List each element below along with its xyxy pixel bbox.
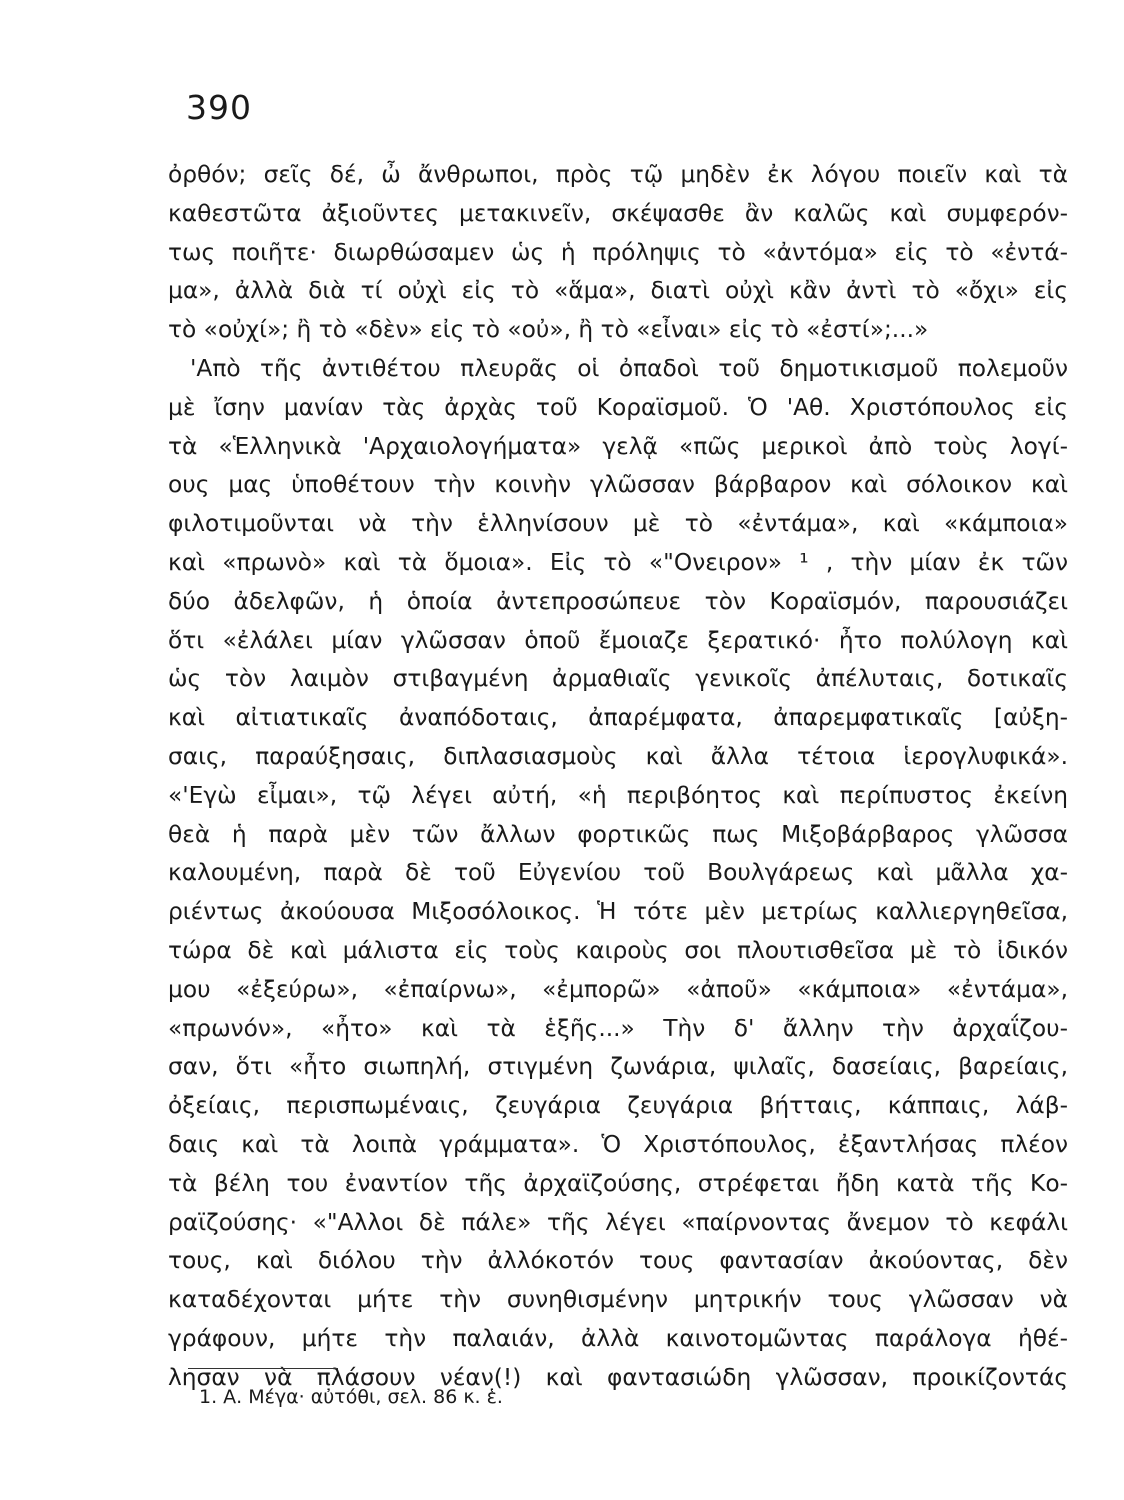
text-line: ραϊζούσης· «"Αλλοι δὲ πάλε» τῆς λέγει «παίρνοντας ἄνεμον τὸ κεφάλι [168, 1208, 1068, 1236]
text-line: ὡς τὸν λαιμὸν στιβαγμένη ἀρμαθιαῖς γενικοῖς ἀπέλυταις, δοτικαῖς [168, 665, 1068, 693]
text-line: τὰ «Ἑλληνικὰ 'Αρχαιολογήματα» γελᾷ «πῶς μερικοὶ ἀπὸ τοὺς λογί- [168, 432, 1068, 460]
text-line: σαις, παραύξησαις, διπλασιασμοὺς καὶ ἄλλα τέτοια ἱερογλυφικά». [168, 742, 1068, 770]
text-line: λησαν νὰ πλάσουν νέαν(!) καὶ φαντασιώδη γλῶσσαν, προικίζοντάς [168, 1363, 1068, 1391]
text-line: ὅτι «ἐλάλει μίαν γλῶσσαν ὁποῦ ἔμοιαζε ξερατικό· ἦτο πολύλογη καὶ [168, 626, 1068, 654]
text-line: καταδέχονται μήτε τὴν συνηθισμένην μητρικήν τους γλῶσσαν νὰ [168, 1286, 1068, 1314]
text-line: σαν, ὅτι «ἦτο σιωπηλή, στιγμένη ζωνάρια, ψιλαῖς, δασείαις, βαρείαις, [168, 1053, 1068, 1081]
footnote-divider [188, 1368, 338, 1369]
text-line: ους μας ὑποθέτουν τὴν κοινὴν γλῶσσαν βάρβαρον καὶ σόλοικον καὶ [168, 471, 1068, 499]
text-line: μὲ ἴσην μανίαν τὰς ἀρχὰς τοῦ Κοραϊσμοῦ. Ὁ 'Αθ. Χριστόπουλος εἰς [168, 393, 1068, 421]
text-line: καὶ «πρωνὸ» καὶ τὰ ὅμοια». Εἰς τὸ «"Ονειρον» ¹ , τὴν μίαν ἐκ τῶν [168, 548, 1068, 576]
text-line: θεὰ ἡ παρὰ μὲν τῶν ἄλλων φορτικῶς πως Μιξοβάρβαρος γλῶσσα [168, 820, 1068, 848]
page-number: 390 [186, 88, 252, 127]
text-line: τους, καὶ διόλου τὴν ἀλλόκοτόν τους φαντασίαν ἀκούοντας, δὲν [168, 1247, 1068, 1275]
text-line: δαις καὶ τὰ λοιπὰ γράμματα». Ὁ Χριστόπουλος, ἐξαντλήσας πλέον [168, 1130, 1068, 1158]
text-line: τως ποιῆτε· διωρθώσαμεν ὡς ἡ πρόληψις τὸ «ἀντόμα» εἰς τὸ «ἐντά- [168, 238, 1068, 266]
text-line: τὸ «οὐχί»; ἢ τὸ «δὲν» εἰς τὸ «οὐ», ἢ τὸ «εἶναι» εἰς τὸ «ἐστί»;...» [168, 316, 929, 344]
text-line: φιλοτιμοῦνται νὰ τὴν ἑλληνίσουν μὲ τὸ «ἐντάμα», καὶ «κάμποια» [168, 510, 1068, 538]
text-line: γράφουν, μήτε τὴν παλαιάν, ἀλλὰ καινοτομῶντας παράλογα ἠθέ- [168, 1324, 1068, 1352]
text-line: καθεστῶτα ἀξιοῦντες μετακινεῖν, σκέψασθε ἂν καλῶς καὶ συμφερόν- [168, 199, 1068, 227]
text-line: μου «ἐξεύρω», «ἐπαίρνω», «ἐμπορῶ» «ἀποῦ» «κάμποια» «ἐντάμα», [168, 975, 1068, 1003]
text-line: ριέντως ἀκούουσα Μιξοσόλοικος. Ἡ τότε μὲν μετρίως καλλιεργηθεῖσα, [168, 898, 1068, 926]
text-line: 'Απὸ τῆς ἀντιθέτου πλευρᾶς οἱ ὀπαδοὶ τοῦ δημοτικισμοῦ πολεμοῦν [190, 354, 1068, 382]
text-line: «'Εγὼ εἶμαι», τῷ λέγει αὐτή, «ἡ περιβόητος καὶ περίπυστος ἐκείνη [168, 781, 1068, 809]
text-line: καὶ αἰτιατικαῖς ἀναπόδοταις, ἀπαρέμφατα, ἀπαρεμφατικαῖς [αὐξη- [168, 704, 1068, 732]
text-line: τώρα δὲ καὶ μάλιστα εἰς τοὺς καιροὺς σοι πλουτισθεῖσα μὲ τὸ ἰδικόν [168, 936, 1068, 964]
text-line: καλουμένη, παρὰ δὲ τοῦ Εὐγενίου τοῦ Βουλγάρεως καὶ μᾶλλα χα- [168, 859, 1068, 887]
text-line: «πρωνόν», «ἦτο» καὶ τὰ ἑξῆς...» Τὴν δ' ἄλλην τὴν ἀρχαΐζου- [168, 1014, 1068, 1042]
footnote: 1. Α. Μέγα· αὐτόθι, σελ. 86 κ. ἑ. [199, 1386, 503, 1408]
text-line: ὀξείαις, περισπωμέναις, ζευγάρια ζευγάρια βήτταις, κάππαις, λάβ- [168, 1092, 1068, 1120]
text-line: τὰ βέλη του ἐναντίον τῆς ἀρχαϊζούσης, στρέφεται ἤδη κατὰ τῆς Κο- [168, 1169, 1068, 1197]
text-line: δύο ἀδελφῶν, ἡ ὁποία ἀντεπροσώπευε τὸν Κοραϊσμόν, παρουσιάζει [168, 587, 1068, 615]
body-text [168, 156, 1068, 1398]
text-line: μα», ἀλλὰ διὰ τί οὐχὶ εἰς τὸ «ἅμα», διατὶ οὐχὶ κἂν ἀντὶ τὸ «ὄχι» εἰς [168, 277, 1068, 305]
text-line: ὀρθόν; σεῖς δέ, ὦ ἄνθρωποι, πρὸς τῷ μηδὲν ἐκ λόγου ποιεῖν καὶ τὰ [168, 161, 1068, 188]
